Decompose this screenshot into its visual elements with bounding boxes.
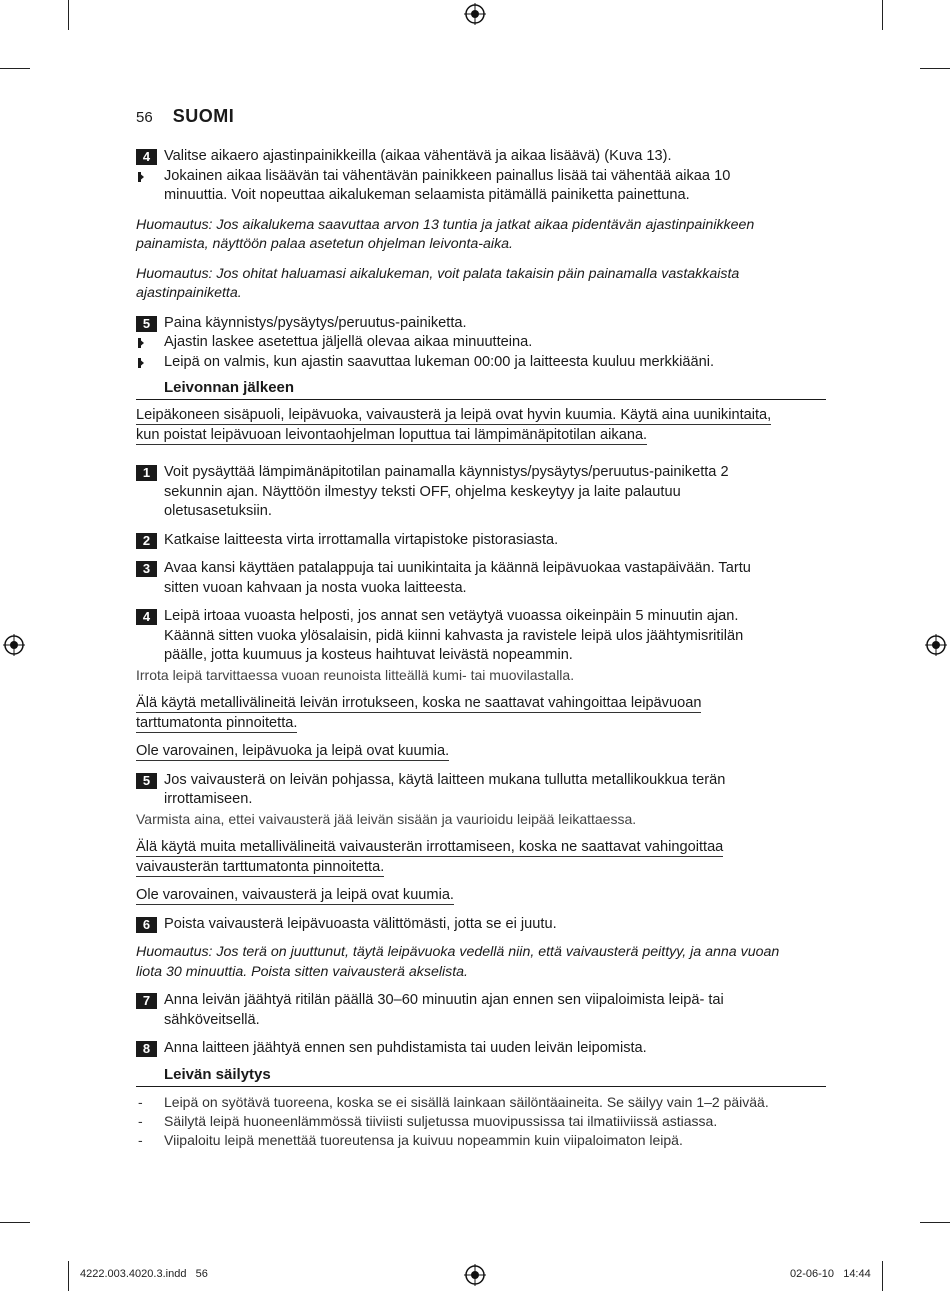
crop-mark	[68, 1261, 69, 1291]
warning-text: Ole varovainen, vaivausterä ja leipä ovat kuumia.	[136, 887, 454, 903]
step-text: Katkaise laitteesta virta irrottamalla virtapistoke pistorasiasta.	[164, 531, 559, 548]
warning-text: kun poistat leipävuoan leivontaohjelman loputtua tai lämpimänäpitotilan aikana.	[136, 426, 648, 443]
dash-marker: -	[138, 1112, 143, 1129]
registration-mark-icon	[925, 634, 947, 656]
step-3	[136, 559, 826, 598]
note-text: Huomautus: Jos ohitat haluamasi aikalukeman, voit palata takaisin päin painamalla vastakkaista	[136, 265, 740, 282]
step-number: 2	[136, 533, 157, 549]
bullet-text: Jokainen aikaa lisäävän tai vähentävän painikkeen painallus lisää tai vähentää aikaa 10	[164, 167, 731, 184]
bullet-item	[136, 333, 826, 353]
step-text: päälle, jotta kuumuus ja kosteus haihtuvat leivästä nopeammin.	[164, 647, 573, 663]
warning	[136, 742, 826, 762]
note	[136, 265, 826, 304]
bullet-icon	[138, 358, 144, 368]
step-number: 4	[136, 149, 157, 165]
step-text: sekunnin ajan. Näyttöön ilmestyy teksti OFF, ohjelma keskeytyy ja laite palautuu	[164, 483, 681, 500]
step-number: 3	[136, 561, 157, 577]
warning	[136, 838, 826, 877]
step-6	[136, 915, 826, 935]
step-text: Anna laitteen jäähtyä ennen sen puhdistamista tai uuden leivän leipomista.	[164, 1040, 647, 1056]
warning	[136, 406, 826, 445]
warning-text: Leipäkoneen sisäpuoli, leipävuoka, vaivausterä ja leipä ovat hyvin kuumia. Käytä aina uunikintaita,	[136, 407, 772, 423]
section-title: Leivonnan jälkeen	[136, 378, 826, 400]
registration-mark-icon	[3, 634, 25, 656]
list-item-text: Viipaloitu leipä menettää tuoreutensa ja kuivuu nopeammin kuin viipaloimaton leipä.	[164, 1131, 683, 1148]
crop-mark	[920, 1222, 950, 1223]
step-text: Avaa kansi käyttäen patalappuja tai uunikintaita ja käännä leipävuokaa vastapäivään. Tartu	[164, 560, 751, 576]
tip-text: Varmista aina, ettei vaivausterä jää leivän sisään ja vaurioidu leipää leikattaessa.	[136, 810, 637, 827]
list-item-text: Leipä on syötävä tuoreena, koska se ei sisällä lainkaan säilöntäaineita. Se säilyy vain 1–2 päivää.	[164, 1093, 769, 1110]
note-text: Huomautus: Jos aikalukema saavuttaa arvon 13 tuntia ja jatkat aikaa pidentävän ajastinpainikkeen	[136, 216, 755, 233]
step-text: Käännä sitten vuoka ylösalaisin, pidä kiinni kahvasta ja ravistele leipä ulos jäähtymisritilän	[164, 627, 744, 644]
step-8	[136, 1039, 826, 1059]
step-number: 4	[136, 609, 157, 625]
step-text: Poista vaivausterä leipävuoasta välittömästi, jotta se ei juutu.	[164, 915, 557, 932]
step-7	[136, 991, 826, 1030]
step-number: 5	[136, 773, 157, 789]
crop-mark	[882, 1261, 883, 1291]
bullet-icon	[138, 338, 144, 348]
step-text: Valitse aikaero ajastinpainikkeilla (aikaa vähentävä ja aikaa lisäävä) (Kuva 13).	[164, 148, 672, 164]
bullet-text: minuuttia. Voit nopeuttaa aikalukeman selaamista pitämällä painiketta painettuna.	[164, 187, 690, 203]
page-number: 56	[136, 109, 153, 126]
list-item	[136, 1131, 826, 1150]
step-number: 5	[136, 316, 157, 332]
step-5	[136, 771, 826, 810]
page-header	[136, 106, 826, 127]
warning	[136, 886, 826, 906]
bullet-icon	[138, 172, 144, 182]
bullet-item	[136, 167, 826, 206]
step-4	[136, 147, 826, 167]
note-text: liota 30 minuuttia. Poista sitten vaivausterä akselista.	[136, 963, 468, 980]
page-content	[136, 106, 826, 1150]
note-text: painamista, näyttöön palaa asetetun ohjelman leivonta-aika.	[136, 236, 514, 252]
registration-mark-icon	[464, 3, 486, 25]
step-1	[136, 463, 826, 522]
language-title: SUOMI	[172, 106, 235, 126]
tip-text: Irrota leipä tarvittaessa vuoan reunoista litteällä kumi- tai muovilastalla.	[136, 666, 575, 683]
warning-text: Älä käytä metallivälineitä leivän irrotukseen, koska ne saattavat vahingoittaa leipävuoan	[136, 695, 702, 711]
step-text: Voit pysäyttää lämpimänäpitotilan painamalla käynnistys/pysäytys/peruutus-painiketta 2	[164, 464, 729, 480]
step-number: 1	[136, 465, 157, 481]
warning-text: tarttumatonta pinnoitetta.	[136, 714, 298, 731]
warning-text: vaivausterän tarttumatonta pinnoitetta.	[136, 858, 385, 875]
step-2	[136, 531, 826, 551]
note-text: Huomautus: Jos terä on juuttunut, täytä leipävuoka vedellä niin, että vaivausterä peittyy, ja anna vuoan	[136, 944, 780, 960]
footer-file-info: 4222.003.4020.3.indd 56	[80, 1268, 208, 1280]
step-text: Paina käynnistys/pysäytys/peruutus-painiketta.	[164, 314, 467, 331]
warning-text: Älä käytä muita metallivälineitä vaivausterän irrottamiseen, koska ne saattavat vahingoittaa	[136, 839, 724, 855]
step-4	[136, 607, 826, 666]
step-number: 8	[136, 1041, 157, 1057]
list-item	[136, 1112, 826, 1131]
step-text: Anna leivän jäähtyä ritilän päällä 30–60 minuutin ajan ennen sen viipaloimista leipä- tai	[164, 992, 724, 1008]
crop-mark	[920, 68, 950, 69]
step-text: sitten vuoan kahvaan ja nosta vuoka laitteesta.	[164, 579, 467, 596]
warning	[136, 694, 826, 733]
footer-date: 02-06-10 14:44	[790, 1268, 871, 1280]
note	[136, 216, 826, 255]
step-number: 7	[136, 993, 157, 1009]
dash-marker: -	[138, 1093, 143, 1110]
warning-text: Ole varovainen, leipävuoka ja leipä ovat kuumia.	[136, 743, 450, 759]
dash-marker: -	[138, 1131, 143, 1148]
list-item-text: Säilytä leipä huoneenlämmössä tiiviisti suljetussa muovipussissa tai ilmatiiviissä astiassa.	[164, 1112, 718, 1129]
registration-mark-icon	[464, 1264, 486, 1286]
note	[136, 943, 826, 982]
step-text: Leipä irtoaa vuoasta helposti, jos annat sen vetäytyä vuoassa oikeinpäin 5 minuutin ajan.	[164, 608, 739, 624]
crop-mark	[68, 0, 69, 30]
crop-mark	[0, 68, 30, 69]
step-5	[136, 314, 826, 334]
list-item	[136, 1093, 826, 1112]
step-text: oletusasetuksiin.	[164, 503, 272, 519]
step-text: sähköveitsellä.	[164, 1011, 260, 1028]
bullet-text: Leipä on valmis, kun ajastin saavuttaa lukeman 00:00 ja laitteesta kuuluu merkkiääni.	[164, 353, 715, 370]
step-text: Jos vaivausterä on leivän pohjassa, käytä laitteen mukana tullutta metallikoukkua terän	[164, 771, 726, 788]
bullet-item	[136, 353, 826, 373]
note-text: ajastinpainiketta.	[136, 285, 242, 301]
bullet-text: Ajastin laskee asetettua jäljellä olevaa aikaa minuutteina.	[164, 334, 533, 350]
step-text: irrottamiseen.	[164, 791, 253, 807]
section-title: Leivän säilytys	[136, 1065, 826, 1087]
step-number: 6	[136, 917, 157, 933]
crop-mark	[0, 1222, 30, 1223]
crop-mark	[882, 0, 883, 30]
